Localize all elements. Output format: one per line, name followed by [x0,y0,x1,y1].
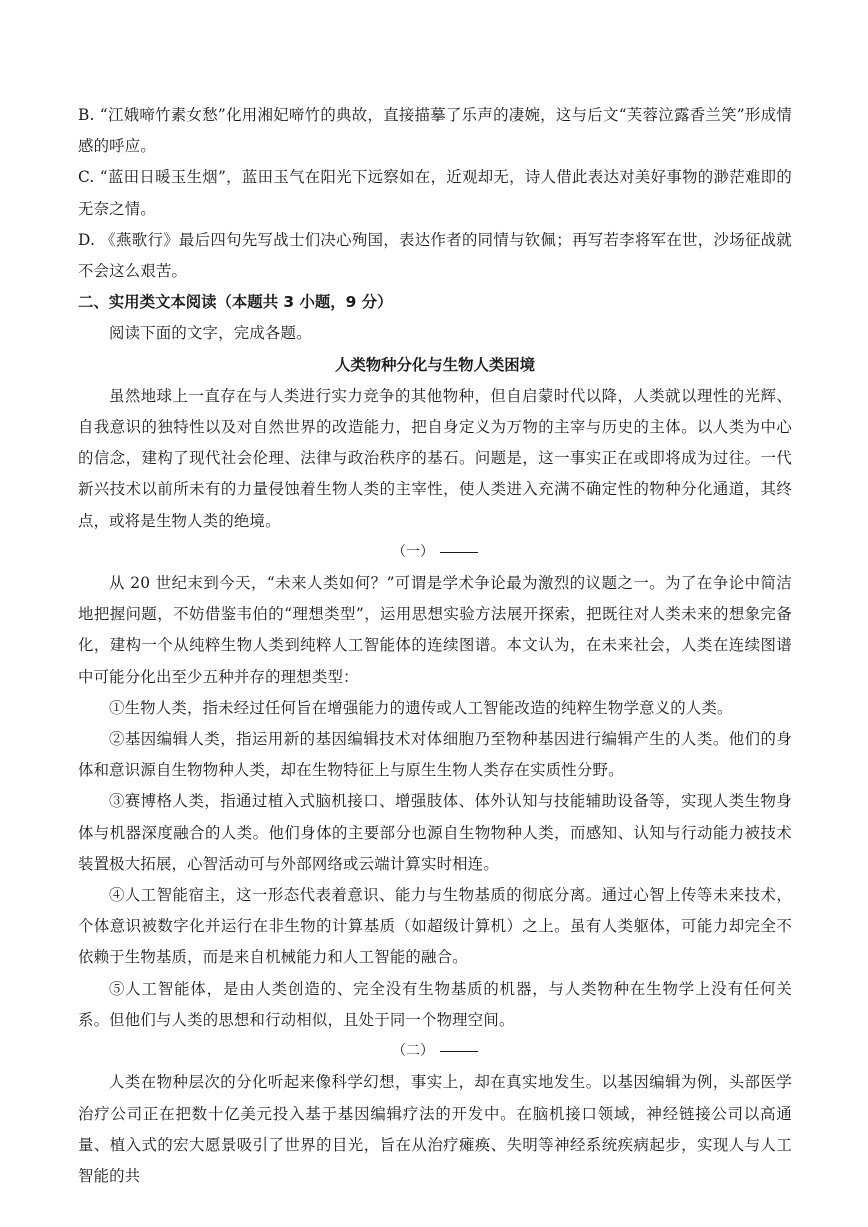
fill-blank-1 [440,551,478,553]
paragraph-1: 从 20 世纪末到今天，“未来人类如何？”可谓是学术争论最为激烈的议题之一。为了在争论中简洁地把握问题，不妨借鉴韦伯的“理想类型”，运用思想实验方法展开探索，把既往对人类未来的想象完备化，建构一个从纯粹生物人类到纯粹人工智能体的连续图谱。本文认为，在未来社会，人类在连续图谱中可能分化出至少五种并存的理想类型： [78,574,792,686]
type-item-4: ④人工智能宿主，这一形态代表着意识、能力与生物基质的彻底分离。通过心智上传等未来技术，个体意识被数字化并运行在非生物的计算基质（如超级计算机）之上。虽有人类躯体，可能力却完全不依赖于生物基质，而是来自机械能力和人工智能的融合。 [78,886,792,967]
type-item-1: ①生物人类，指未经过任何旨在增强能力的遗传或人工智能改造的纯粹生物学意义的人类。 [109,698,733,717]
section-marker-1-label: （一） [392,543,434,560]
option-c: C. “蓝田日暖玉生烟”，蓝田玉气在阳光下远察如在，近观却无，诗人借此表达对美好事物的渺茫难即的无奈之情。 [78,168,792,218]
intro-paragraph: 虽然地球上一直存在与人类进行实力竞争的其他物种，但自启蒙时代以降，人类就以理性的光辉、自我意识的独特性以及对自然世界的改造能力，把自身定义为万物的主宰与历史的主体。以人类为中心的信念，建构了现代社会伦理、法律与政治秩序的基石。问题是，这一事实正在或即将成为过往。一代新兴技术以前所未有的力量侵蚀着生物人类的主宰性，使人类进入充满不确定性的物种分化通道，其终点，或将是生物人类的绝境。 [78,386,792,530]
section-marker-2 [78,1036,792,1067]
instruction-text: 阅读下面的文字，完成各题。 [109,324,312,343]
option-d: D. 《燕歌行》最后四句先写战士们决心殉国，表达作者的同情与钦佩；再写若李将军在世，沙场征战就不会这么艰苦。 [78,230,792,281]
option-b: B. “江娥啼竹素女愁”化用湘妃啼竹的典故，直接描摹了乐声的凄婉，这与后文“芙蓉泣露香兰笑”形成情感的呼应。 [78,106,792,156]
section-heading: 二、实用类文本阅读（本题共 3 小题，9 分） [78,293,393,312]
paragraph-2: 人类在物种层次的分化听起来像科学幻想，事实上，却在真实地发生。以基因编辑为例，头部医学治疗公司正在把数十亿美元投入基于基因编辑疗法的开发中。在脑机接口领域，神经链接公司以高通量、植入式的宏大愿景吸引了世界的目光，旨在从治疗瘫痪、失明等神经系统疾病起步，实现人与人工智能的共 [78,1073,792,1185]
article-title: 人类物种分化与生物人类困境 [334,355,536,374]
type-item-3: ③赛博格人类，指通过植入式脑机接口、增强肢体、体外认知与技能辅助设备等，实现人类生物身体与机器深度融合的人类。他们身体的主要部分也源自生物物种人类，而感知、认知与行动能力被技术装置极大拓展，心智活动可与外部网络或云端计算实时相连。 [78,792,792,873]
document-page [78,100,792,1192]
type-item-5: ⑤人工智能体，是由人类创造的、完全没有生物基质的机器，与人类物种在生物学上没有任何关系。但他们与人类的思想和行动相似，且处于同一个物理空间。 [78,979,792,1029]
type-item-2: ②基因编辑人类，指运用新的基因编辑技术对体细胞乃至物种基因进行编辑产生的人类。他们的身体和意识源自生物物种人类，却在生物特征上与原生生物人类存在实质性分野。 [78,730,792,780]
section-marker-2-label: （二） [392,1043,434,1060]
fill-blank-2 [440,1050,478,1052]
section-marker-1 [78,537,792,568]
